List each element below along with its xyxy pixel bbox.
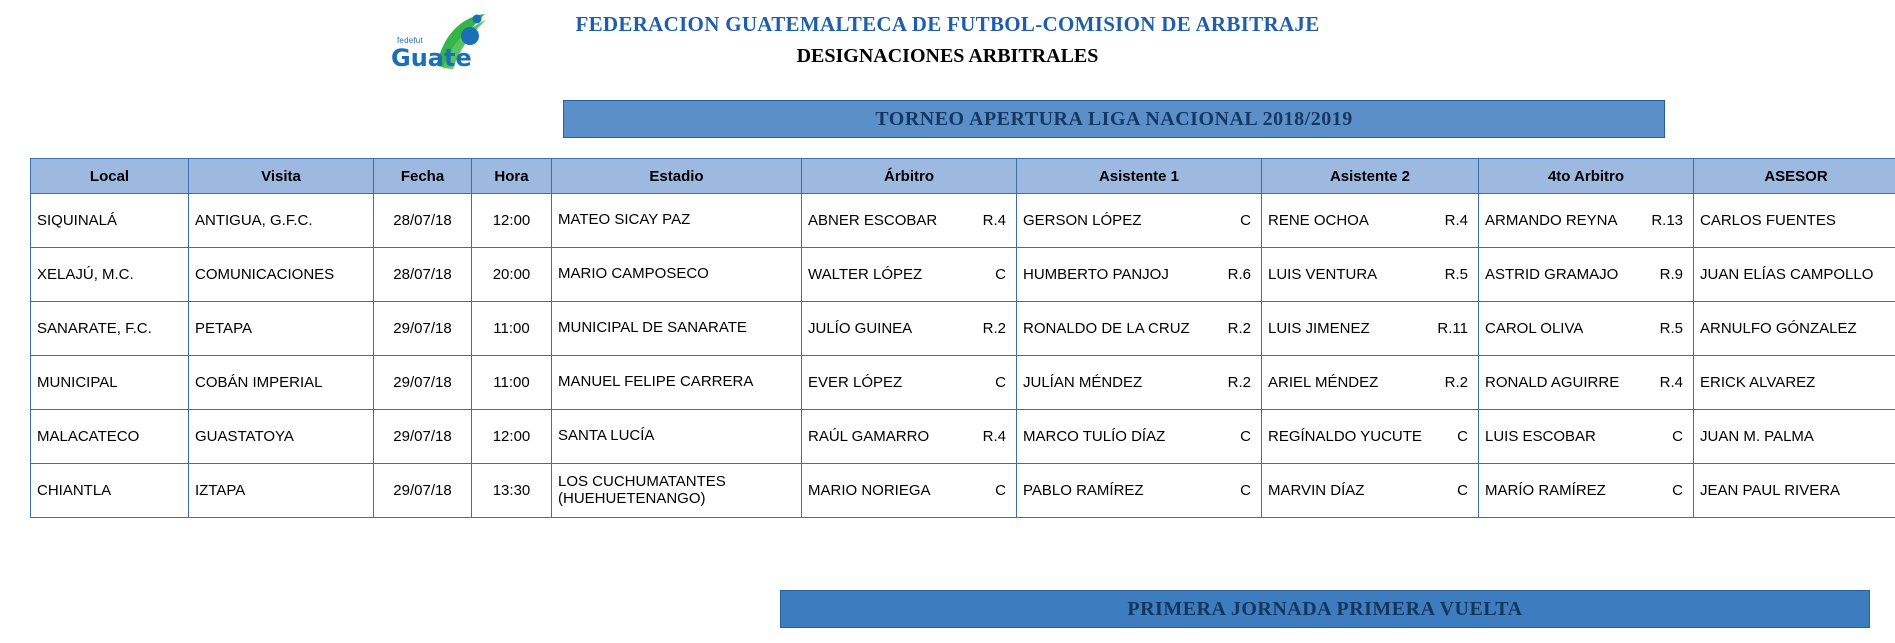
asistente1-name: HUMBERTO PANJOJ xyxy=(1023,266,1169,283)
cuarto-name: CAROL OLIVA xyxy=(1485,320,1584,337)
cell-estadio: SANTA LUCÍA xyxy=(552,410,802,464)
asistente1-name: GERSON LÓPEZ xyxy=(1023,212,1142,229)
cell-asistente1 xyxy=(1017,248,1262,302)
col-header-hora: Hora xyxy=(472,159,552,194)
asistente1-rank: C xyxy=(1240,212,1251,229)
asistente2-rank: R.4 xyxy=(1444,212,1468,229)
schedule-table-wrapper xyxy=(30,158,1874,518)
col-header-visita: Visita xyxy=(189,159,374,194)
arbitro-name: JULÍO GUINEA xyxy=(808,320,913,337)
col-header-arbitro: Árbitro xyxy=(802,159,1017,194)
cell-cuarto-arbitro xyxy=(1479,248,1694,302)
cell-estadio: MARIO CAMPOSECO xyxy=(552,248,802,302)
cell-asistente2 xyxy=(1262,356,1479,410)
asistente2-name: ARIEL MÉNDEZ xyxy=(1268,374,1379,391)
col-header-estadio: Estadio xyxy=(552,159,802,194)
cuarto-name: RONALD AGUIRRE xyxy=(1485,374,1620,391)
asistente1-rank: R.6 xyxy=(1227,266,1251,283)
asistente1-rank: R.2 xyxy=(1227,320,1251,337)
arbitro-rank: R.4 xyxy=(982,428,1006,445)
cell-estadio: LOS CUCHUMATANTES (HUEHUETENANGO) xyxy=(552,464,802,518)
cell-arbitro xyxy=(802,464,1017,518)
table-row xyxy=(31,194,1895,248)
cell-local: XELAJÚ, M.C. xyxy=(31,248,189,302)
footer-banner xyxy=(780,590,1870,628)
cell-fecha: 29/07/18 xyxy=(374,356,472,410)
cell-local: CHIANTLA xyxy=(31,464,189,518)
cell-local: MALACATECO xyxy=(31,410,189,464)
cell-visita: IZTAPA xyxy=(189,464,374,518)
cell-estadio: MUNICIPAL DE SANARATE xyxy=(552,302,802,356)
col-header-asesor: ASESOR xyxy=(1694,159,1895,194)
cell-hora: 13:30 xyxy=(472,464,552,518)
asistente1-rank: R.2 xyxy=(1227,374,1251,391)
cell-asistente1 xyxy=(1017,302,1262,356)
table-row xyxy=(31,302,1895,356)
asistente1-rank: C xyxy=(1240,428,1251,445)
cell-visita: PETAPA xyxy=(189,302,374,356)
table-row xyxy=(31,356,1895,410)
cell-asistente2 xyxy=(1262,248,1479,302)
cuarto-rank: C xyxy=(1672,482,1683,499)
asistente1-rank: C xyxy=(1240,482,1251,499)
cell-arbitro xyxy=(802,410,1017,464)
asistente2-rank: C xyxy=(1457,482,1468,499)
page-subtitle: DESIGNACIONES ARBITRALES xyxy=(796,45,1099,67)
cell-local: MUNICIPAL xyxy=(31,356,189,410)
col-header-asistente1: Asistente 1 xyxy=(1017,159,1262,194)
cell-cuarto-arbitro xyxy=(1479,356,1694,410)
cell-asistente1 xyxy=(1017,194,1262,248)
cell-estadio: MANUEL FELIPE CARRERA xyxy=(552,356,802,410)
cell-hora: 12:00 xyxy=(472,194,552,248)
asistente2-name: LUIS VENTURA xyxy=(1268,266,1378,283)
footer-banner-text: PRIMERA JORNADA PRIMERA VUELTA xyxy=(1127,597,1523,620)
cell-fecha: 28/07/18 xyxy=(374,248,472,302)
table-header-row xyxy=(31,159,1895,194)
arbitro-rank: R.2 xyxy=(982,320,1006,337)
cell-arbitro xyxy=(802,356,1017,410)
cell-asesor: ERICK ALVAREZ xyxy=(1694,356,1895,410)
cuarto-rank: C xyxy=(1672,428,1683,445)
col-header-local: Local xyxy=(31,159,189,194)
cell-asistente2 xyxy=(1262,464,1479,518)
cell-arbitro xyxy=(802,194,1017,248)
cell-arbitro xyxy=(802,302,1017,356)
cuarto-rank: R.9 xyxy=(1659,266,1683,283)
cuarto-name: MARÍO RAMÍREZ xyxy=(1485,482,1606,499)
asistente1-name: PABLO RAMÍREZ xyxy=(1023,482,1144,499)
asistente2-rank: R.2 xyxy=(1444,374,1468,391)
cell-asistente2 xyxy=(1262,194,1479,248)
asistente1-name: RONALDO DE LA CRUZ xyxy=(1023,320,1190,337)
page-title: FEDERACION GUATEMALTECA DE FUTBOL-COMISION DE ARBITRAJE xyxy=(575,12,1320,36)
cell-hora: 11:00 xyxy=(472,302,552,356)
arbitro-rank: R.4 xyxy=(982,212,1006,229)
cell-asistente1 xyxy=(1017,356,1262,410)
cell-fecha: 29/07/18 xyxy=(374,464,472,518)
cell-asistente1 xyxy=(1017,464,1262,518)
cell-hora: 12:00 xyxy=(472,410,552,464)
arbitro-rank: C xyxy=(995,374,1006,391)
cell-fecha: 29/07/18 xyxy=(374,302,472,356)
cell-asistente1 xyxy=(1017,410,1262,464)
arbitro-rank: C xyxy=(995,482,1006,499)
cuarto-name: ARMANDO REYNA xyxy=(1485,212,1618,229)
arbitro-name: MARIO NORIEGA xyxy=(808,482,931,499)
logo-guate-text: Guate xyxy=(391,44,472,72)
arbitro-name: WALTER LÓPEZ xyxy=(808,266,923,283)
col-header-asistente2: Asistente 2 xyxy=(1262,159,1479,194)
arbitro-name: EVER LÓPEZ xyxy=(808,374,903,391)
tournament-banner xyxy=(563,100,1665,138)
col-header-cuarto-arbitro: 4to Arbitro xyxy=(1479,159,1694,194)
asistente2-rank: R.5 xyxy=(1444,266,1468,283)
arbitro-name: ABNER ESCOBAR xyxy=(808,212,938,229)
cell-visita: ANTIGUA, G.F.C. xyxy=(189,194,374,248)
cuarto-rank: R.5 xyxy=(1659,320,1683,337)
cell-asesor: ARNULFO GÓNZALEZ xyxy=(1694,302,1895,356)
cell-asistente2 xyxy=(1262,302,1479,356)
tournament-banner-text: TORNEO APERTURA LIGA NACIONAL 2018/2019 xyxy=(875,107,1353,130)
cell-local: SANARATE, F.C. xyxy=(31,302,189,356)
cell-arbitro xyxy=(802,248,1017,302)
cell-fecha: 29/07/18 xyxy=(374,410,472,464)
logo-fedefut-text: fedefut xyxy=(397,36,423,45)
cell-asesor: CARLOS FUENTES xyxy=(1694,194,1895,248)
cell-asesor: JUAN ELÍAS CAMPOLLO xyxy=(1694,248,1895,302)
asistente2-rank: R.11 xyxy=(1437,320,1468,337)
cell-cuarto-arbitro xyxy=(1479,194,1694,248)
arbitro-name: RAÚL GAMARRO xyxy=(808,428,930,445)
cell-estadio: MATEO SICAY PAZ xyxy=(552,194,802,248)
cell-local: SIQUINALÁ xyxy=(31,194,189,248)
cell-asistente2 xyxy=(1262,410,1479,464)
cuarto-rank: R.13 xyxy=(1651,212,1683,229)
asistente2-name: RENE OCHOA xyxy=(1268,212,1369,229)
title-block xyxy=(0,12,1895,68)
cuarto-name: ASTRID GRAMAJO xyxy=(1485,266,1619,283)
cell-visita: COBÁN IMPERIAL xyxy=(189,356,374,410)
cell-visita: COMUNICACIONES xyxy=(189,248,374,302)
col-header-fecha: Fecha xyxy=(374,159,472,194)
asistente2-rank: C xyxy=(1457,428,1468,445)
cell-hora: 20:00 xyxy=(472,248,552,302)
asistente2-name: REGÍNALDO YUCUTE xyxy=(1268,428,1422,445)
table-row xyxy=(31,248,1895,302)
table-row xyxy=(31,464,1895,518)
cell-cuarto-arbitro xyxy=(1479,464,1694,518)
cell-cuarto-arbitro xyxy=(1479,302,1694,356)
cell-fecha: 28/07/18 xyxy=(374,194,472,248)
page-header xyxy=(0,0,1895,85)
cell-visita: GUASTATOYA xyxy=(189,410,374,464)
arbitro-rank: C xyxy=(995,266,1006,283)
cell-hora: 11:00 xyxy=(472,356,552,410)
cell-asesor: JEAN PAUL RIVERA xyxy=(1694,464,1895,518)
table-row xyxy=(31,410,1895,464)
asistente2-name: MARVIN DÍAZ xyxy=(1268,482,1365,499)
cuarto-rank: R.4 xyxy=(1659,374,1683,391)
asistente1-name: JULÍAN MÉNDEZ xyxy=(1023,374,1143,391)
cell-cuarto-arbitro xyxy=(1479,410,1694,464)
cell-asesor: JUAN M. PALMA xyxy=(1694,410,1895,464)
asistente2-name: LUIS JIMENEZ xyxy=(1268,320,1370,337)
asistente1-name: MARCO TULÍO DÍAZ xyxy=(1023,428,1166,445)
cuarto-name: LUIS ESCOBAR xyxy=(1485,428,1596,445)
schedule-table xyxy=(30,158,1895,518)
